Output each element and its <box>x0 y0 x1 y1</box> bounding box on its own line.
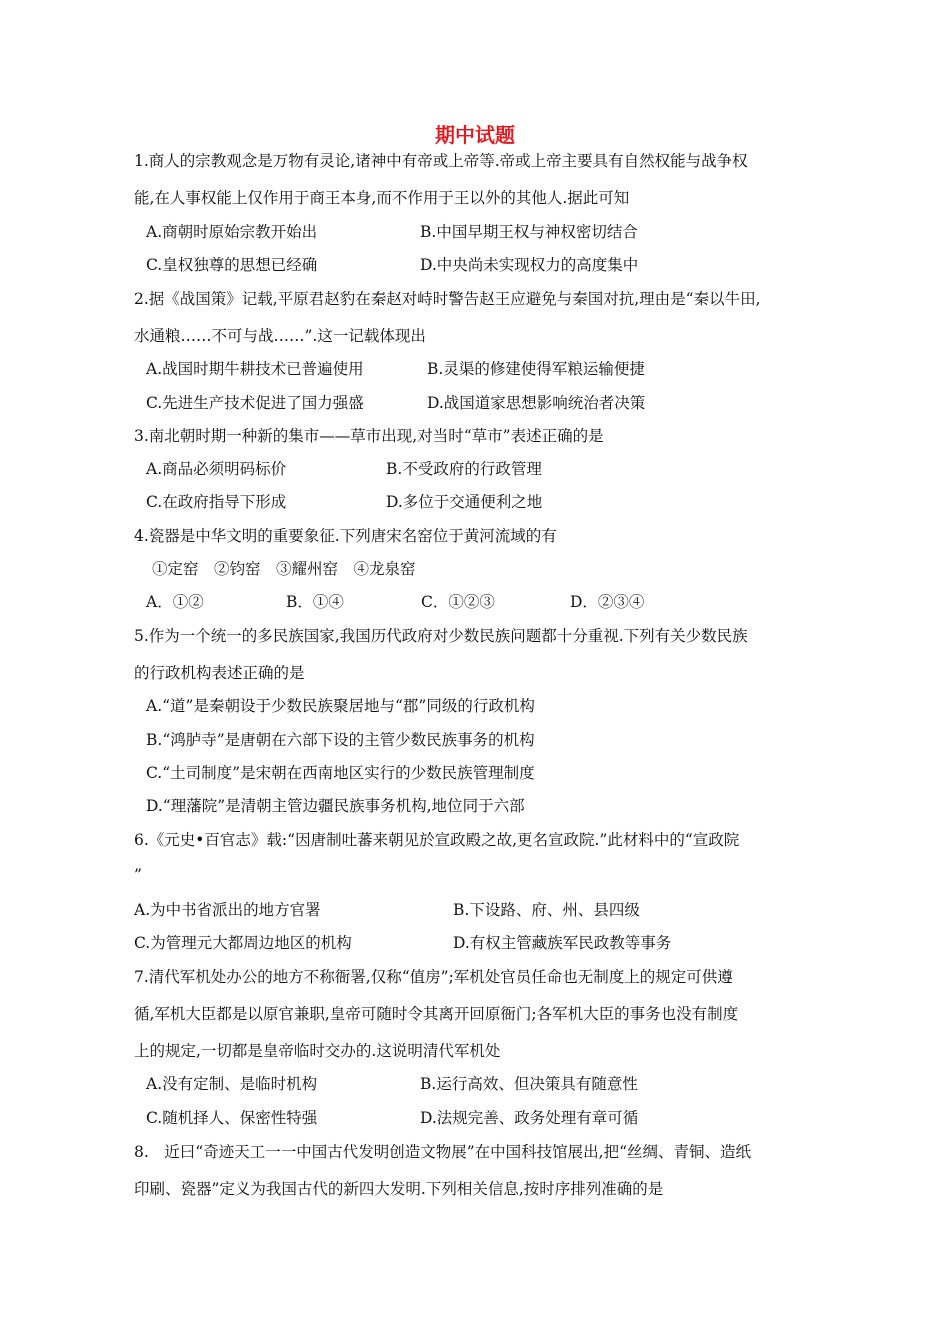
question-4-option-b: B．①④ <box>286 593 344 611</box>
question-1-option-c: C.皇权独尊的思想已经确 <box>146 256 318 274</box>
question-7-option-b: B.运行高效、但决策具有随意性 <box>420 1075 638 1093</box>
question-5-stem-line-1: 5.作为一个统一的多民族国家,我国历代政府对少数民族问题都十分重视.下列有关少数民族 <box>134 627 748 645</box>
question-3-option-a: A.商品必须明码标价 <box>146 460 287 478</box>
question-4-option-c: C．①②③ <box>421 593 495 611</box>
question-2-option-c: C.先进生产技术促进了国力强盛 <box>146 394 364 412</box>
question-4-option-d: D．②③④ <box>570 593 645 611</box>
question-6-option-d: D.有权主管藏族军民政教等事务 <box>453 934 672 952</box>
question-5-option-c: C.“土司制度”是宋朝在西南地区实行的少数民族管理制度 <box>146 764 535 782</box>
question-5-stem-line-2: 的行政机构表述正确的是 <box>134 664 305 682</box>
question-5-option-a: A.“道”是秦朝设于少数民族聚居地与“郡”同级的行政机构 <box>146 697 535 715</box>
question-8-stem-line-2: 印刷、瓷器”定义为我国古代的新四大发明.下列相关信息,按时序排列准确的是 <box>134 1180 664 1198</box>
question-5-option-d: D.“理藩院”是清朝主管边疆民族事务机构,地位同于六部 <box>146 797 525 815</box>
question-1-stem-line-2: 能,在人事权能上仅作用于商王本身,而不作用于王以外的其他人.据此可知 <box>134 189 630 207</box>
question-3-option-b: B.不受政府的行政管理 <box>386 460 542 478</box>
question-2-stem-line-2: 水通粮……不可与战……”.这一记载体现出 <box>134 327 426 345</box>
question-6-stem-line-2: ” <box>134 866 142 884</box>
question-7-stem-line-2: 循,军机大臣都是以原官兼职,皇帝可随时令其离开回原衙门;各军机大臣的事务也没有制度 <box>134 1005 739 1023</box>
question-7-stem-line-1: 7.清代军机处办公的地方不称衙署,仅称“值房”;军机处官员任命也无制度上的规定可供遵 <box>134 968 733 986</box>
question-1-option-b: B.中国早期王权与神权密切结合 <box>420 223 638 241</box>
question-2-option-b: B.灵渠的修建使得军粮运输便捷 <box>427 360 645 378</box>
question-2-stem-line-1: 2.据《战国策》记载,平原君赵豹在秦赵对峙时警告赵王应避免与秦国对抗,理由是“秦以牛田, <box>134 290 761 308</box>
question-1-option-d: D.中央尚未实现权力的高度集中 <box>420 256 639 274</box>
question-2-option-a: A.战国时期牛耕技术已普遍使用 <box>146 360 364 378</box>
question-1-stem-line-1: 1.商人的宗教观念是万物有灵论,诸神中有帝或上帝等.帝或上帝主要具有自然权能与战争权 <box>134 152 748 170</box>
question-6-stem-line-1: 6.《元史•百官志》载:“因唐制吐蕃来朝见於宣政殿之故,更名宣政院.”此材料中的“宣政院 <box>134 831 740 849</box>
question-6-option-a: A.为中书省派出的地方官署 <box>134 901 321 919</box>
question-7-option-c: C.随机择人、保密性特强 <box>146 1109 318 1127</box>
question-4-stem: 4.瓷器是中华文明的重要象征.下列唐宋名窑位于黄河流域的有 <box>134 527 557 545</box>
question-3-option-c: C.在政府指导下形成 <box>146 493 287 511</box>
question-7-option-a: A.没有定制、是临时机构 <box>146 1075 318 1093</box>
question-4-items: ①定窑 ②钧窑 ③耀州窑 ④龙泉窑 <box>152 560 416 578</box>
question-6-option-c: C.为管理元大都周边地区的机构 <box>134 934 352 952</box>
question-3-stem: 3.南北朝时期一种新的集市——草市出现,对当时“草市”表述正确的是 <box>134 427 604 445</box>
question-3-option-d: D.多位于交通便利之地 <box>386 493 543 511</box>
question-8-stem-line-1: 8. 近曰“奇迹天工一一中国古代发明创造文物展”在中国科技馆展出,把“丝绸、青铜、造纸 <box>134 1143 751 1161</box>
question-7-option-d: D.法规完善、政务处理有章可循 <box>420 1109 639 1127</box>
page-title: 期中试题 <box>435 123 515 147</box>
question-7-stem-line-3: 上的规定,一切都是皇帝临时交办的.这说明清代军机处 <box>134 1042 501 1060</box>
question-6-option-b: B.下设路、府、州、县四级 <box>453 901 640 919</box>
question-4-option-a: A．①② <box>146 593 204 611</box>
question-5-option-b: B.“鸿胪寺”是唐朝在六部下设的主管少数民族事务的机构 <box>146 731 535 749</box>
question-2-option-d: D.战国道家思想影响统治者决策 <box>427 394 646 412</box>
question-1-option-a: A.商朝时原始宗教开始出 <box>146 223 318 241</box>
